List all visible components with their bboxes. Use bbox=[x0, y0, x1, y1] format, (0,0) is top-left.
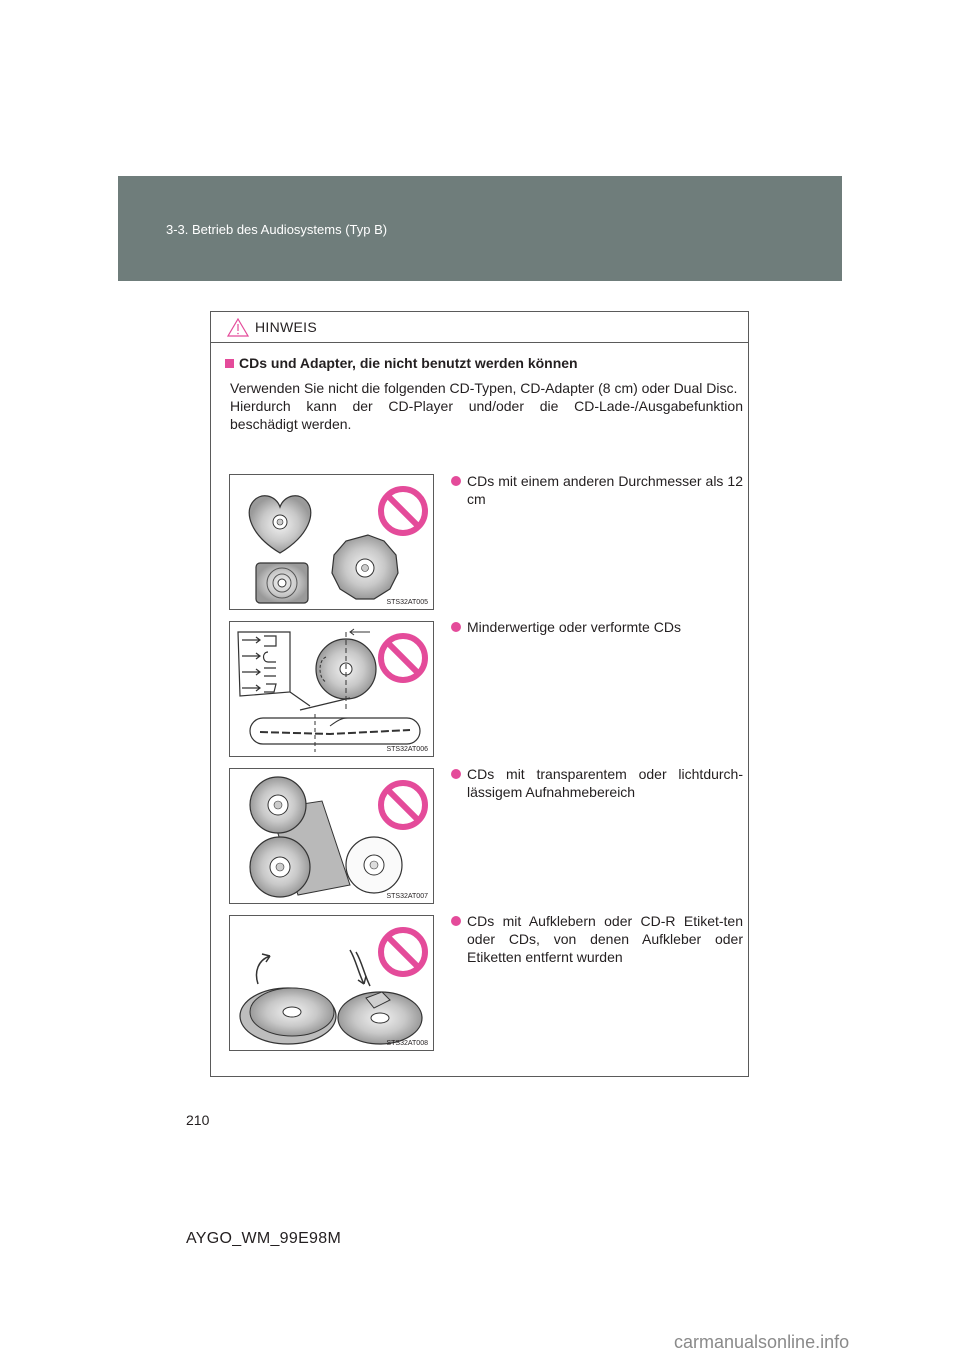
warning-triangle-icon bbox=[227, 318, 249, 337]
figure-code: STS32AT007 bbox=[386, 893, 428, 900]
intro-text-1: Verwenden Sie nicht die folgenden CD-Typen, CD-Adapter (8 cm) oder Dual Disc. bbox=[230, 380, 738, 396]
page-number: 210 bbox=[186, 1112, 210, 1128]
prohibited-icon bbox=[381, 783, 425, 827]
bullet-icon bbox=[451, 622, 461, 632]
warped-cds-illustration bbox=[230, 622, 435, 758]
notice-box bbox=[210, 311, 749, 1077]
notice-header bbox=[211, 312, 748, 343]
odd-shaped-cds-illustration bbox=[230, 475, 435, 611]
figure-warped-cds bbox=[229, 621, 434, 757]
figure-labeled-cds bbox=[229, 915, 434, 1051]
figure-transparent-cds bbox=[229, 768, 434, 904]
intro-text-2: Hierdurch kann der CD-Player und/oder die CD-Lade-/Ausgabefunktion beschädigt werden. bbox=[230, 398, 743, 432]
list-item-transparent: CDs mit transparentem oder lichtdurch-lässigem Aufnahmebereich bbox=[447, 765, 743, 801]
list-item-diameter: CDs mit einem anderen Durchmesser als 12 cm bbox=[447, 472, 743, 508]
notice-title: HINWEIS bbox=[255, 319, 317, 335]
section-header bbox=[118, 176, 842, 281]
labeled-cds-illustration bbox=[230, 916, 435, 1052]
list-item-warped: Minderwertige oder verformte CDs bbox=[447, 618, 743, 636]
figure-code: STS32AT006 bbox=[386, 746, 428, 753]
notice-intro bbox=[230, 379, 743, 433]
document-code: AYGO_WM_99E98M bbox=[186, 1230, 342, 1247]
watermark: carmanualsonline.info bbox=[674, 1332, 850, 1352]
figure-odd-shaped-cds bbox=[229, 474, 434, 610]
transparent-cds-illustration bbox=[230, 769, 435, 905]
prohibited-icon bbox=[381, 636, 425, 680]
bullet-icon bbox=[451, 916, 461, 926]
figure-code: STS32AT008 bbox=[386, 1040, 428, 1047]
bullet-icon bbox=[451, 769, 461, 779]
prohibited-icon bbox=[381, 489, 425, 533]
list-item-labels: CDs mit Aufklebern oder CD-R Etiket-ten oder CDs, von denen Aufkleber oder Etiketten entfernt wurden bbox=[447, 912, 743, 966]
notice-section-title: CDs und Adapter, die nicht benutzt werden können bbox=[225, 355, 578, 371]
square-bullet-icon bbox=[225, 359, 234, 368]
bullet-icon bbox=[451, 476, 461, 486]
prohibited-icon bbox=[381, 930, 425, 974]
section-title: 3-3. Betrieb des Audiosystems (Typ B) bbox=[166, 222, 388, 237]
figure-code: STS32AT005 bbox=[386, 599, 428, 606]
